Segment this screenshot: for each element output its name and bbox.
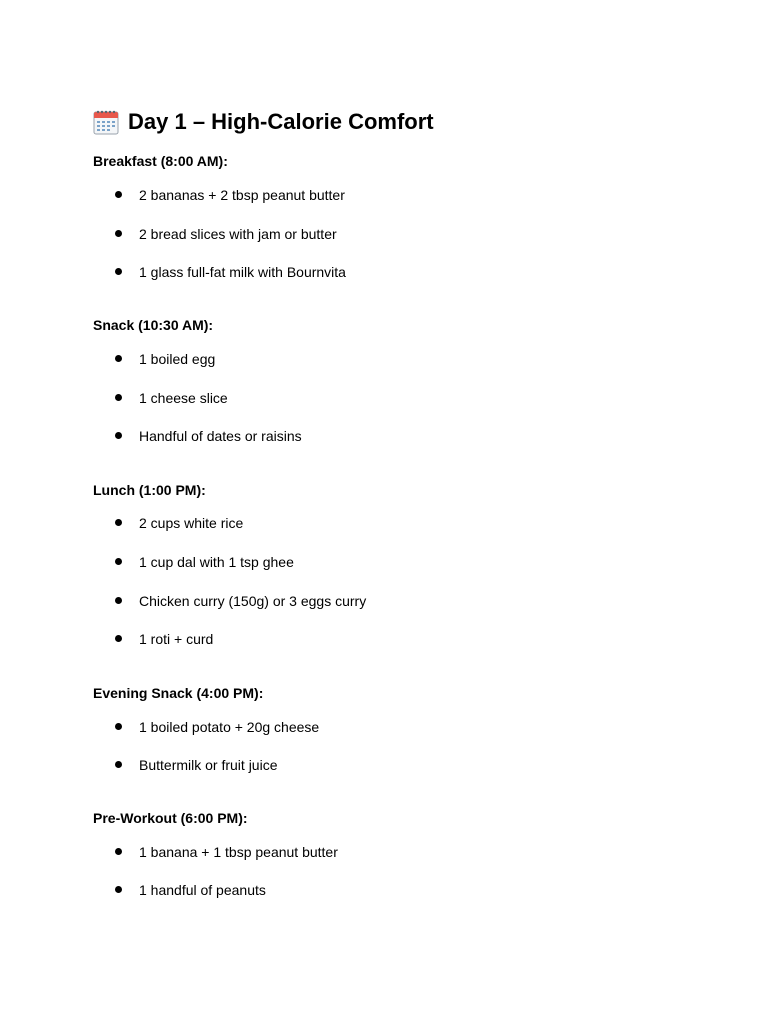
document-title-text: Day 1 – High-Calorie Comfort	[128, 109, 434, 134]
list-item-text: 1 glass full-fat milk with Bournvita	[139, 264, 346, 280]
list-item-text: 2 cups white rice	[139, 515, 244, 531]
list-item-text: 1 cheese slice	[139, 390, 228, 406]
list-item	[0, 756, 768, 774]
list-item	[0, 350, 768, 368]
document-title	[93, 106, 434, 138]
list-item	[0, 881, 768, 899]
list-item	[0, 718, 768, 736]
list-item	[0, 843, 768, 861]
list-item-text: 1 handful of peanuts	[139, 882, 266, 898]
list-item-text: 1 boiled potato + 20g cheese	[139, 719, 320, 735]
list-item-text: Handful of dates or raisins	[139, 428, 302, 444]
list-item	[0, 514, 768, 532]
bullet-icon	[115, 597, 122, 604]
meal-heading: Pre-Workout (6:00 PM):	[93, 810, 248, 826]
list-item-text: 1 banana + 1 tbsp peanut butter	[139, 844, 338, 860]
bullet-icon	[115, 761, 122, 768]
list-item-text: 1 boiled egg	[139, 351, 216, 367]
meal-heading: Snack (10:30 AM):	[93, 317, 214, 333]
meal-heading: Breakfast (8:00 AM):	[93, 153, 228, 169]
list-item	[0, 263, 768, 281]
bullet-icon	[115, 268, 122, 275]
list-item-text: 2 bread slices with jam or butter	[139, 226, 337, 242]
list-item-text: 1 cup dal with 1 tsp ghee	[139, 554, 294, 570]
meal-heading: Lunch (1:00 PM):	[93, 482, 206, 498]
list-item	[0, 389, 768, 407]
bullet-icon	[115, 394, 122, 401]
bullet-icon	[115, 848, 122, 855]
bullet-icon	[115, 432, 122, 439]
bullet-icon	[115, 886, 122, 893]
list-item	[0, 553, 768, 571]
bullet-icon	[115, 723, 122, 730]
bullet-icon	[115, 558, 122, 565]
bullet-icon	[115, 635, 122, 642]
list-item	[0, 186, 768, 204]
bullet-icon	[115, 355, 122, 362]
bullet-icon	[115, 230, 122, 237]
list-item	[0, 225, 768, 243]
bullet-icon	[115, 519, 122, 526]
calendar-icon	[93, 109, 119, 135]
list-item	[0, 630, 768, 648]
list-item-text: Buttermilk or fruit juice	[139, 757, 278, 773]
bullet-icon	[115, 191, 122, 198]
list-item-text: Chicken curry (150g) or 3 eggs curry	[139, 593, 367, 609]
list-item	[0, 592, 768, 610]
list-item-text: 1 roti + curd	[139, 631, 214, 647]
list-item-text: 2 bananas + 2 tbsp peanut butter	[139, 187, 345, 203]
meal-heading: Evening Snack (4:00 PM):	[93, 685, 264, 701]
list-item	[0, 427, 768, 445]
